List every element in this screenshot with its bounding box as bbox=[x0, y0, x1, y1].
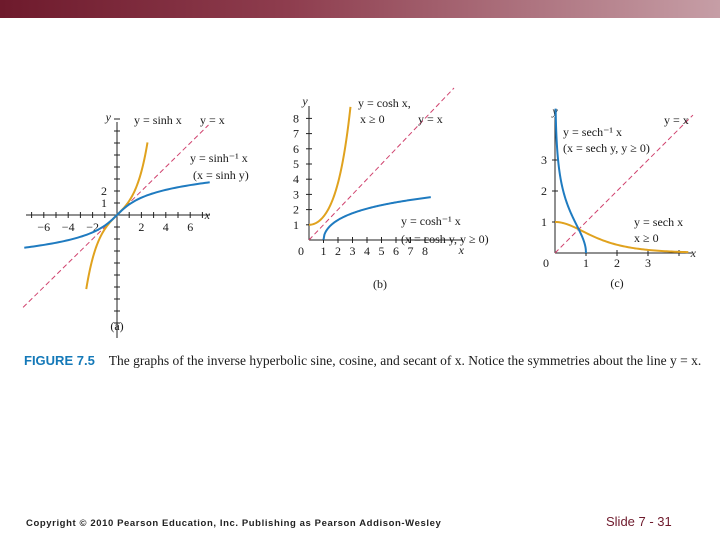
y-tick-label: 1 bbox=[541, 215, 547, 229]
copyright-text: Copyright © 2010 Pearson Education, Inc. Publishing as Pearson Addison-Wesley bbox=[26, 518, 442, 529]
x-tick-label: −4 bbox=[61, 220, 75, 234]
note-acosh: (x = cosh y, y ≥ 0) bbox=[401, 232, 489, 246]
figure-label: FIGURE 7.5 bbox=[24, 353, 95, 368]
x-tick-label: 5 bbox=[378, 244, 385, 258]
x-tick-label: 2 bbox=[335, 244, 341, 258]
x-tick-label: 6 bbox=[187, 220, 194, 234]
y-tick-label: 3 bbox=[293, 187, 299, 202]
x-tick-label: 1 bbox=[583, 256, 589, 270]
panel-label-a: (a) bbox=[110, 319, 124, 333]
y-axis-label: y bbox=[302, 94, 308, 108]
label-asech: y = sech⁻¹ x bbox=[563, 125, 623, 139]
label-cosh: y = cosh x, bbox=[358, 96, 411, 110]
figure-panel-a bbox=[22, 110, 249, 340]
y-axis-label: y bbox=[552, 104, 558, 118]
panel-label-b: (b) bbox=[373, 277, 387, 291]
x-tick-label: 0 bbox=[543, 256, 549, 270]
label-asinh: y = sinh⁻¹ x bbox=[190, 151, 248, 165]
y-tick-label: 7 bbox=[293, 126, 299, 141]
x-tick-label: 3 bbox=[349, 244, 356, 258]
y-tick-label: 1 bbox=[293, 217, 299, 232]
y-tick-label: 2 bbox=[293, 202, 299, 217]
y-tick-label: 6 bbox=[293, 141, 299, 156]
slide-number: Slide 7 - 31 bbox=[606, 514, 672, 529]
x-axis-label: x bbox=[458, 243, 464, 257]
x-tick-label: 0 bbox=[298, 244, 304, 258]
panel-label-c: (c) bbox=[610, 276, 624, 290]
y-tick-label: 1 bbox=[101, 196, 107, 210]
note-cosh: x ≥ 0 bbox=[360, 112, 385, 126]
x-axis-label: x bbox=[204, 208, 210, 222]
note-asinh: (x = sinh y) bbox=[193, 168, 249, 182]
panel-c-plot bbox=[541, 104, 697, 290]
y-tick-label: 8 bbox=[293, 111, 299, 126]
panel-a-plot bbox=[23, 110, 249, 338]
x-tick-label: 4 bbox=[364, 244, 370, 258]
curve-cosh bbox=[309, 107, 350, 225]
label-y-equals-x: y = x bbox=[200, 113, 225, 127]
x-tick-label: 7 bbox=[407, 244, 414, 258]
x-tick-label: 8 bbox=[422, 244, 428, 258]
y-tick-label: 4 bbox=[293, 172, 299, 187]
x-tick-label: −2 bbox=[86, 220, 99, 234]
note-asech: (x = sech y, y ≥ 0) bbox=[563, 141, 650, 155]
x-tick-label: 1 bbox=[320, 244, 327, 258]
x-tick-label: 3 bbox=[645, 256, 651, 270]
label-y-equals-x: y = x bbox=[418, 112, 443, 126]
caption-text: The graphs of the inverse hyperbolic sine, cosine, and secant of x. Notice the symmetries about the line y = x. bbox=[108, 353, 702, 368]
x-tick-label: 4 bbox=[162, 220, 169, 234]
y-tick-label: 2 bbox=[101, 184, 107, 198]
header-bar bbox=[0, 0, 720, 18]
x-tick-label: −6 bbox=[37, 220, 51, 234]
y-axis-label: y bbox=[105, 110, 111, 124]
label-sinh: y = sinh x bbox=[134, 113, 182, 127]
note-sech: x ≥ 0 bbox=[634, 231, 659, 245]
y-tick-label: 2 bbox=[541, 184, 547, 198]
y-tick-label: 3 bbox=[541, 153, 547, 167]
panel-b-plot bbox=[293, 88, 489, 291]
label-sech: y = sech x bbox=[634, 215, 684, 229]
x-tick-label: 2 bbox=[614, 256, 620, 270]
figure-panel-b bbox=[288, 92, 513, 292]
figure-panel-c bbox=[530, 105, 700, 295]
x-tick-label: 6 bbox=[393, 244, 399, 258]
x-axis-label: x bbox=[690, 246, 696, 260]
x-tick-label: 2 bbox=[138, 220, 145, 234]
figure-caption bbox=[24, 352, 704, 370]
label-acosh: y = cosh⁻¹ x bbox=[401, 214, 461, 228]
y-tick-label: 5 bbox=[293, 157, 299, 171]
label-y-equals-x: y = x bbox=[664, 113, 689, 127]
